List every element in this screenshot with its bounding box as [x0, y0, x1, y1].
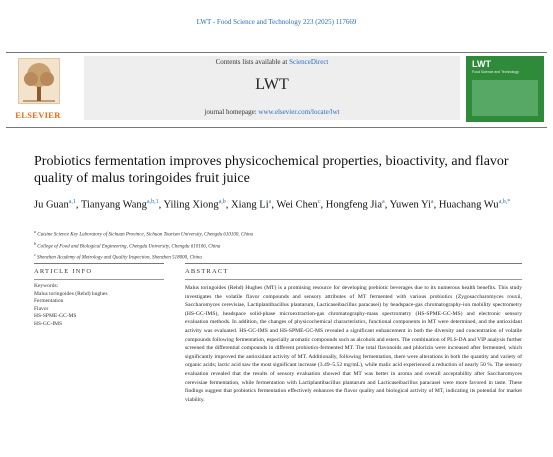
elsevier-tree-icon [18, 58, 60, 104]
affiliation-text: Cuisine Science Key Laboratory of Sichuan Province, Sichuan Tourism University, Chengdu 610100, China [36, 232, 254, 238]
article-info-heading: ARTICLE INFO [34, 268, 93, 275]
divider [34, 279, 164, 280]
contents-prefix: Contents lists available at [215, 58, 290, 66]
author-separator: , [158, 199, 164, 211]
author-name[interactable]: Hongfeng Jia [325, 199, 383, 211]
homepage-line [84, 108, 460, 116]
divider [185, 263, 522, 264]
affiliation-mark: a [34, 229, 36, 234]
author-affiliation-mark[interactable]: a,b,* [498, 199, 511, 205]
journal-banner [84, 56, 460, 120]
author-name[interactable]: Huachang Wu [438, 199, 499, 211]
affiliation-text: College of Food and Biological Engineering, Chengdu University, Chengdu 610106, China [36, 244, 221, 250]
abstract-heading: ABSTRACT [185, 268, 229, 275]
keyword-item: HS-SPME-GC-MS [34, 313, 77, 319]
author-affiliation-mark[interactable]: a [268, 199, 272, 205]
homepage-prefix: journal homepage: [204, 108, 259, 116]
keywords-block [34, 283, 174, 328]
article-title: Probiotics fermentation improves physicochemical properties, bioactivity, and flavor quality of malus toringoides fruit juice [34, 154, 509, 186]
contents-line [84, 58, 460, 66]
author-name[interactable]: Yuwen Yi [389, 199, 431, 211]
author-separator: , [433, 199, 439, 211]
author-affiliation-mark[interactable]: c [317, 199, 321, 205]
keyword-item: Malus toringoides (Rehd) hughes [34, 290, 108, 297]
author-name[interactable]: Tianyang Wang [80, 199, 147, 211]
keywords-label: Keywords: [34, 283, 59, 289]
author-name[interactable]: Yiling Xiong [163, 199, 219, 211]
sciencedirect-link[interactable]: ScienceDirect [289, 58, 329, 66]
affiliation-text: Shenzhen Academy of Metrology and Quality Inspection, Shenzhen 518000, China [35, 255, 202, 261]
affiliation-item [34, 251, 524, 263]
author-affiliation-mark[interactable]: a,1 [68, 199, 76, 205]
publisher-name: ELSEVIER [15, 110, 61, 120]
author-affiliation-mark[interactable]: a [430, 199, 434, 205]
author-name[interactable]: Xiang Li [231, 199, 269, 211]
cover-subtitle: Food Science and Technology [472, 70, 519, 74]
author-name[interactable]: Ju Guan [34, 199, 69, 211]
affiliation-mark: b [34, 240, 36, 246]
author-name[interactable]: Wei Chen [276, 199, 318, 211]
journal-reference[interactable]: LWT - Food Science and Technology 223 (2025) 117669 [196, 18, 357, 26]
author-separator: , [75, 199, 81, 211]
author-separator: , [320, 199, 326, 211]
cover-art [472, 80, 538, 116]
abstract-text: Malus toringoides (Rehd) Hughes (MT) is a promising resource for developing prebiotic beverages due to its numerous health benefits. This study investigates the volatile flavor compounds and sensory attributes of MT fermented with various probiotics (Zygosaccharomyces rouxii, Saccharomyces cerevisiae, Lactiplantibacillus plantarum, Lacticaseibacillus paracasei) by headspace-gas chromatography-ion mobility spectrometry (HS-GC-IMS), headspace solid-phase microextraction-gas chromatography-mass spectrometry (HS-SPME-GC-MS) and electronic sensory evaluation methods. In addition, the changes of physicochemical characteristics, functional components in MT were determined, and the antioxidant activity was evaluated. HS-GC-IMS and HS-SPME-GC-MS revealed a significant enhancement in both the diversity and concentration of volatile compounds following fermentation, especially aromatic compounds such as alcohols and esters. The combination of PLS-DA and VIP analysis further screened the differential compounds in different probiotics-fermented MT. The total flavonoids and phlorizin were increased after fermented, which significantly improved the antioxidant activity of MT. Additionally, following fermentation, there were alterations in both the quantity and variety of organic acids; lactic acid saw the most significant increase (3.49–5.52 mg/mL), while malic acid experienced a reduction of nearly 50 %. The sensory evaluation revealed that the results of sensory evaluation showed that MT was better in aroma and overall acceptability after Saccharomyces cerevisiae fermentation, while fermentation with Lactiplantibacillus plantarum and Lacticaseibacillus paracasei were more favored in taste. These findings suggest that probiotics fermentation effectively enhances the flavor quality and biological activity of MT, indicating its potential for market viability. [185, 285, 522, 403]
keyword-item: Flavor [34, 305, 49, 312]
divider [34, 263, 164, 264]
affiliation-item [34, 240, 524, 252]
keyword-item: HS-GC-IMS [34, 320, 63, 327]
author-separator: , [271, 199, 277, 211]
affiliation-list [34, 228, 524, 263]
affiliation-item [34, 228, 524, 240]
journal-cover-thumbnail[interactable] [466, 56, 544, 122]
journal-name: LWT [255, 76, 289, 93]
author-affiliation-mark[interactable]: a,b,1 [146, 199, 159, 205]
author-separator: , [225, 199, 232, 211]
author-affiliation-mark[interactable]: a [382, 199, 385, 205]
author-separator: , [384, 199, 390, 211]
author-affiliation-mark[interactable]: a,b [218, 199, 226, 205]
keywords-list [34, 291, 174, 329]
elsevier-logo [10, 56, 66, 120]
affiliation-mark: c [34, 252, 36, 258]
author-list [34, 194, 524, 214]
divider [185, 279, 522, 280]
cover-title: LWT [472, 59, 491, 69]
homepage-link[interactable]: www.elsevier.com/locate/lwt [258, 108, 340, 116]
keyword-item: Fermentation [34, 298, 64, 304]
